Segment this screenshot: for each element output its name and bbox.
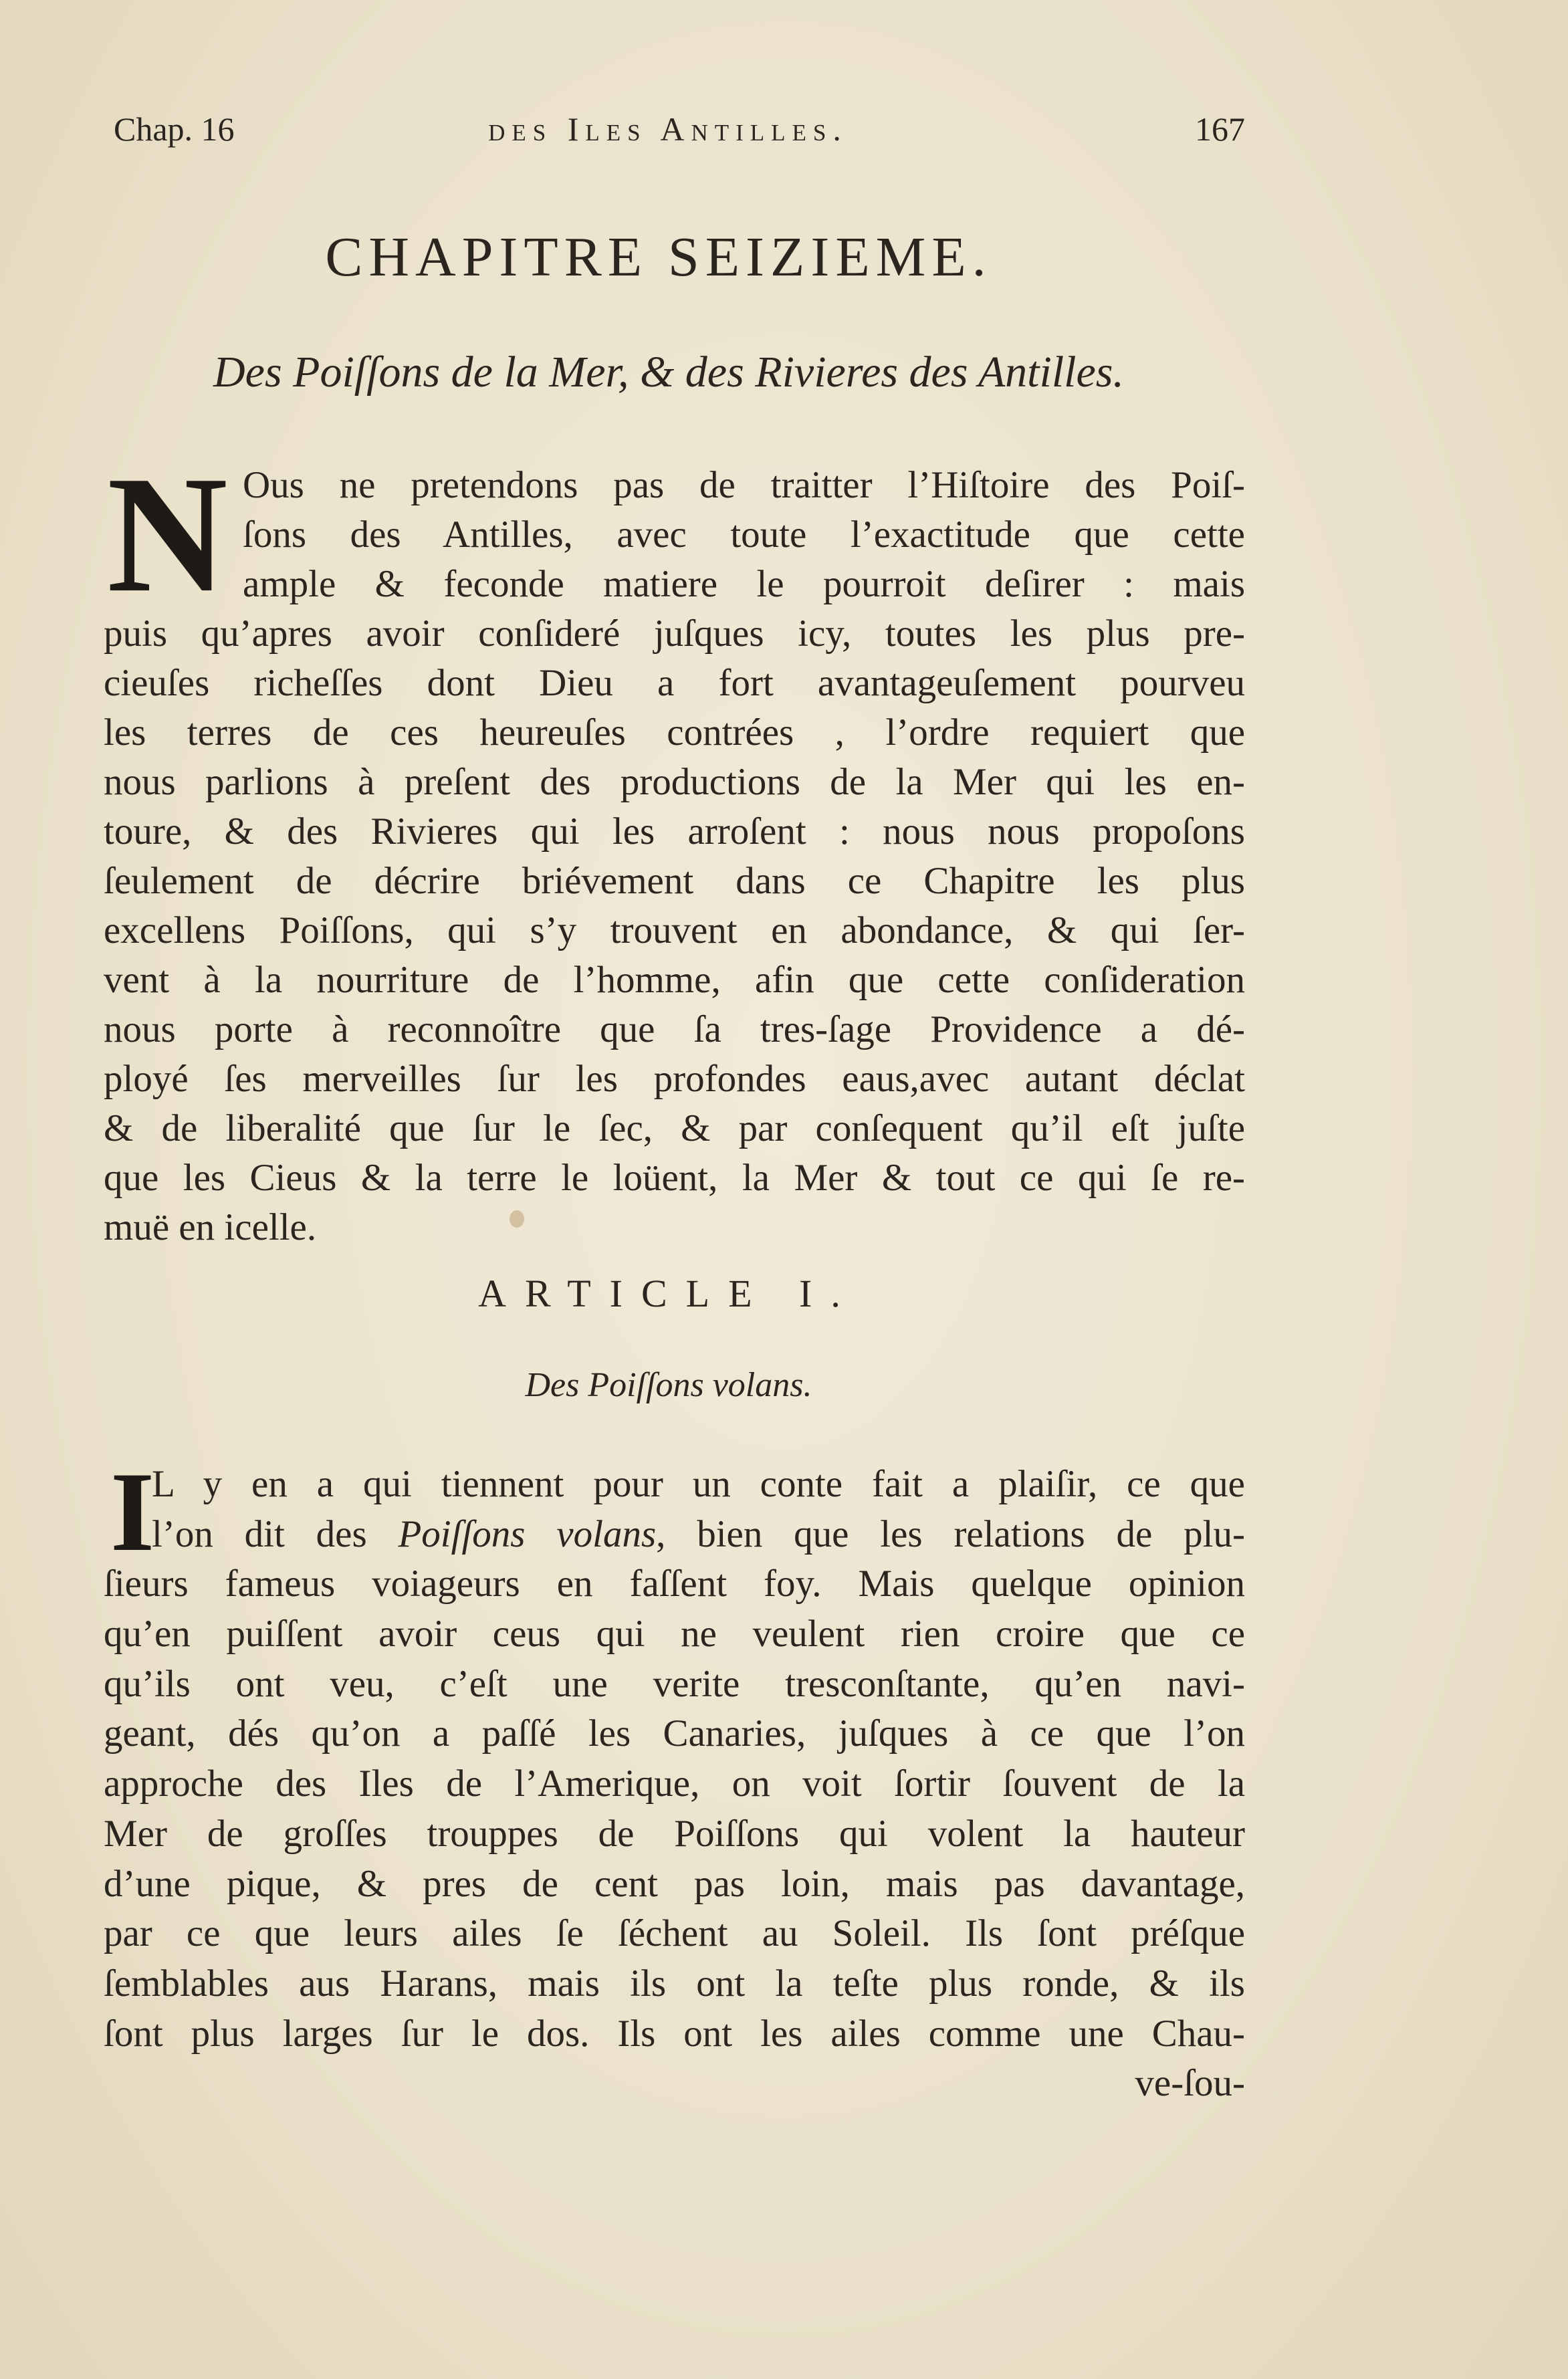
text-line: ample & feconde matiere le pourroit deſirer : mais [243, 563, 1245, 605]
page-number: 167 [1195, 110, 1245, 148]
italic-term: Poiſſons volans [398, 1512, 657, 1555]
catchword: ve-ſou- [1135, 2062, 1245, 2105]
running-header-title: des Iles Antilles. [488, 110, 848, 148]
chapter-title: CHAPITRE SEIZIEME. [325, 226, 992, 288]
text-line: approche des Iles de l’Amerique, on voit ſortir ſouvent de la [104, 1763, 1245, 1805]
text-line: ployé ſes merveilles ſur les profondes eaus,avec autant déclat [104, 1058, 1245, 1100]
text-run: l’on dit des [152, 1512, 399, 1555]
paragraph-1 [104, 442, 1245, 1252]
text-line: par ce que leurs ailes ſe ſéchent au Soleil. Ils ſont préſque [104, 1912, 1245, 1955]
text-line: cieuſes richeſſes dont Dieu a fort avantageuſement pourveu [104, 662, 1245, 704]
text-line: vent à la nourriture de l’homme, afin que cette conſideration [104, 959, 1245, 1001]
text-line: qu’en puiſſent avoir ceus qui ne veulent rien croire que ce [104, 1613, 1245, 1656]
text-line: Mer de groſſes trouppes de Poiſſons qui volent la hauteur [104, 1812, 1245, 1855]
text-line: Ous ne pretendons pas de traitter l’Hiſtoire des Poiſ- [243, 464, 1245, 506]
text-line: & de liberalité que ſur le ſec, & par conſequent qu’il eſt juſte [104, 1107, 1245, 1149]
drop-cap-i: I [110, 1449, 155, 1575]
text-line: toure, & des Rivieres qui les arroſent : nous nous propoſons [104, 810, 1245, 853]
text-line: d’une pique, & pres de cent pas loin, mais pas davantage, [104, 1862, 1245, 1905]
drop-cap-n: N [107, 442, 228, 627]
paper-stain [510, 1210, 524, 1228]
text-line: puis qu’apres avoir conſideré juſques icy, toutes les plus pre- [104, 612, 1245, 655]
text-line: les terres de ces heureuſes contrées , l’ordre requiert que [104, 711, 1245, 754]
article-subtitle: Des Poiſſons volans. [525, 1366, 812, 1404]
text-line: excellens Poiſſons, qui s’y trouvent en abondance, & qui ſer- [104, 909, 1245, 951]
text-line: geant, dés qu’on a paſſé les Canaries, juſques à ce que l’on [104, 1712, 1245, 1755]
running-header-chapter: Chap. 16 [114, 110, 235, 148]
text-line: L y en a qui tiennent pour un conte fait a plaiſir, ce que [152, 1463, 1245, 1505]
text-line [152, 1510, 1245, 1560]
text-line: que les Cieus & la terre le loüent, la Mer & tout ce qui ſe re- [104, 1157, 1245, 1199]
text-line: nous porte à reconnoître que ſa tres-ſage Providence a dé- [104, 1008, 1245, 1050]
text-line: ſemblables aus Harans, mais ils ont la teſte plus ronde, & ils [104, 1962, 1245, 2005]
chapter-subtitle: Des Poiſſons de la Mer, & des Rivieres des Antilles. [213, 348, 1124, 396]
text-run: , bien que les relations de plu- [656, 1512, 1245, 1555]
text-line: ſons des Antilles, avec toute l’exactitude que cette [243, 514, 1245, 556]
paragraph-2-lines [104, 1559, 1245, 2059]
text-line: ſeulement de décrire briévement dans ce Chapitre les plus [104, 860, 1245, 902]
text-line: ſieurs fameus voiageurs en faſſent foy. Mais quelque opinion [104, 1563, 1245, 1605]
text-line: muë en icelle. [104, 1206, 317, 1248]
article-title: ARTICLE I. [478, 1272, 859, 1315]
text-line: nous parlions à preſent des productions de la Mer qui les en- [104, 761, 1245, 803]
text-line: ſont plus larges ſur le dos. Ils ont les ailes comme une Chau- [104, 2012, 1245, 2055]
text-line: qu’ils ont veu, c’eſt une verite tresconſtante, qu’en navi- [104, 1662, 1245, 1705]
paragraph-2 [104, 1449, 1245, 2109]
